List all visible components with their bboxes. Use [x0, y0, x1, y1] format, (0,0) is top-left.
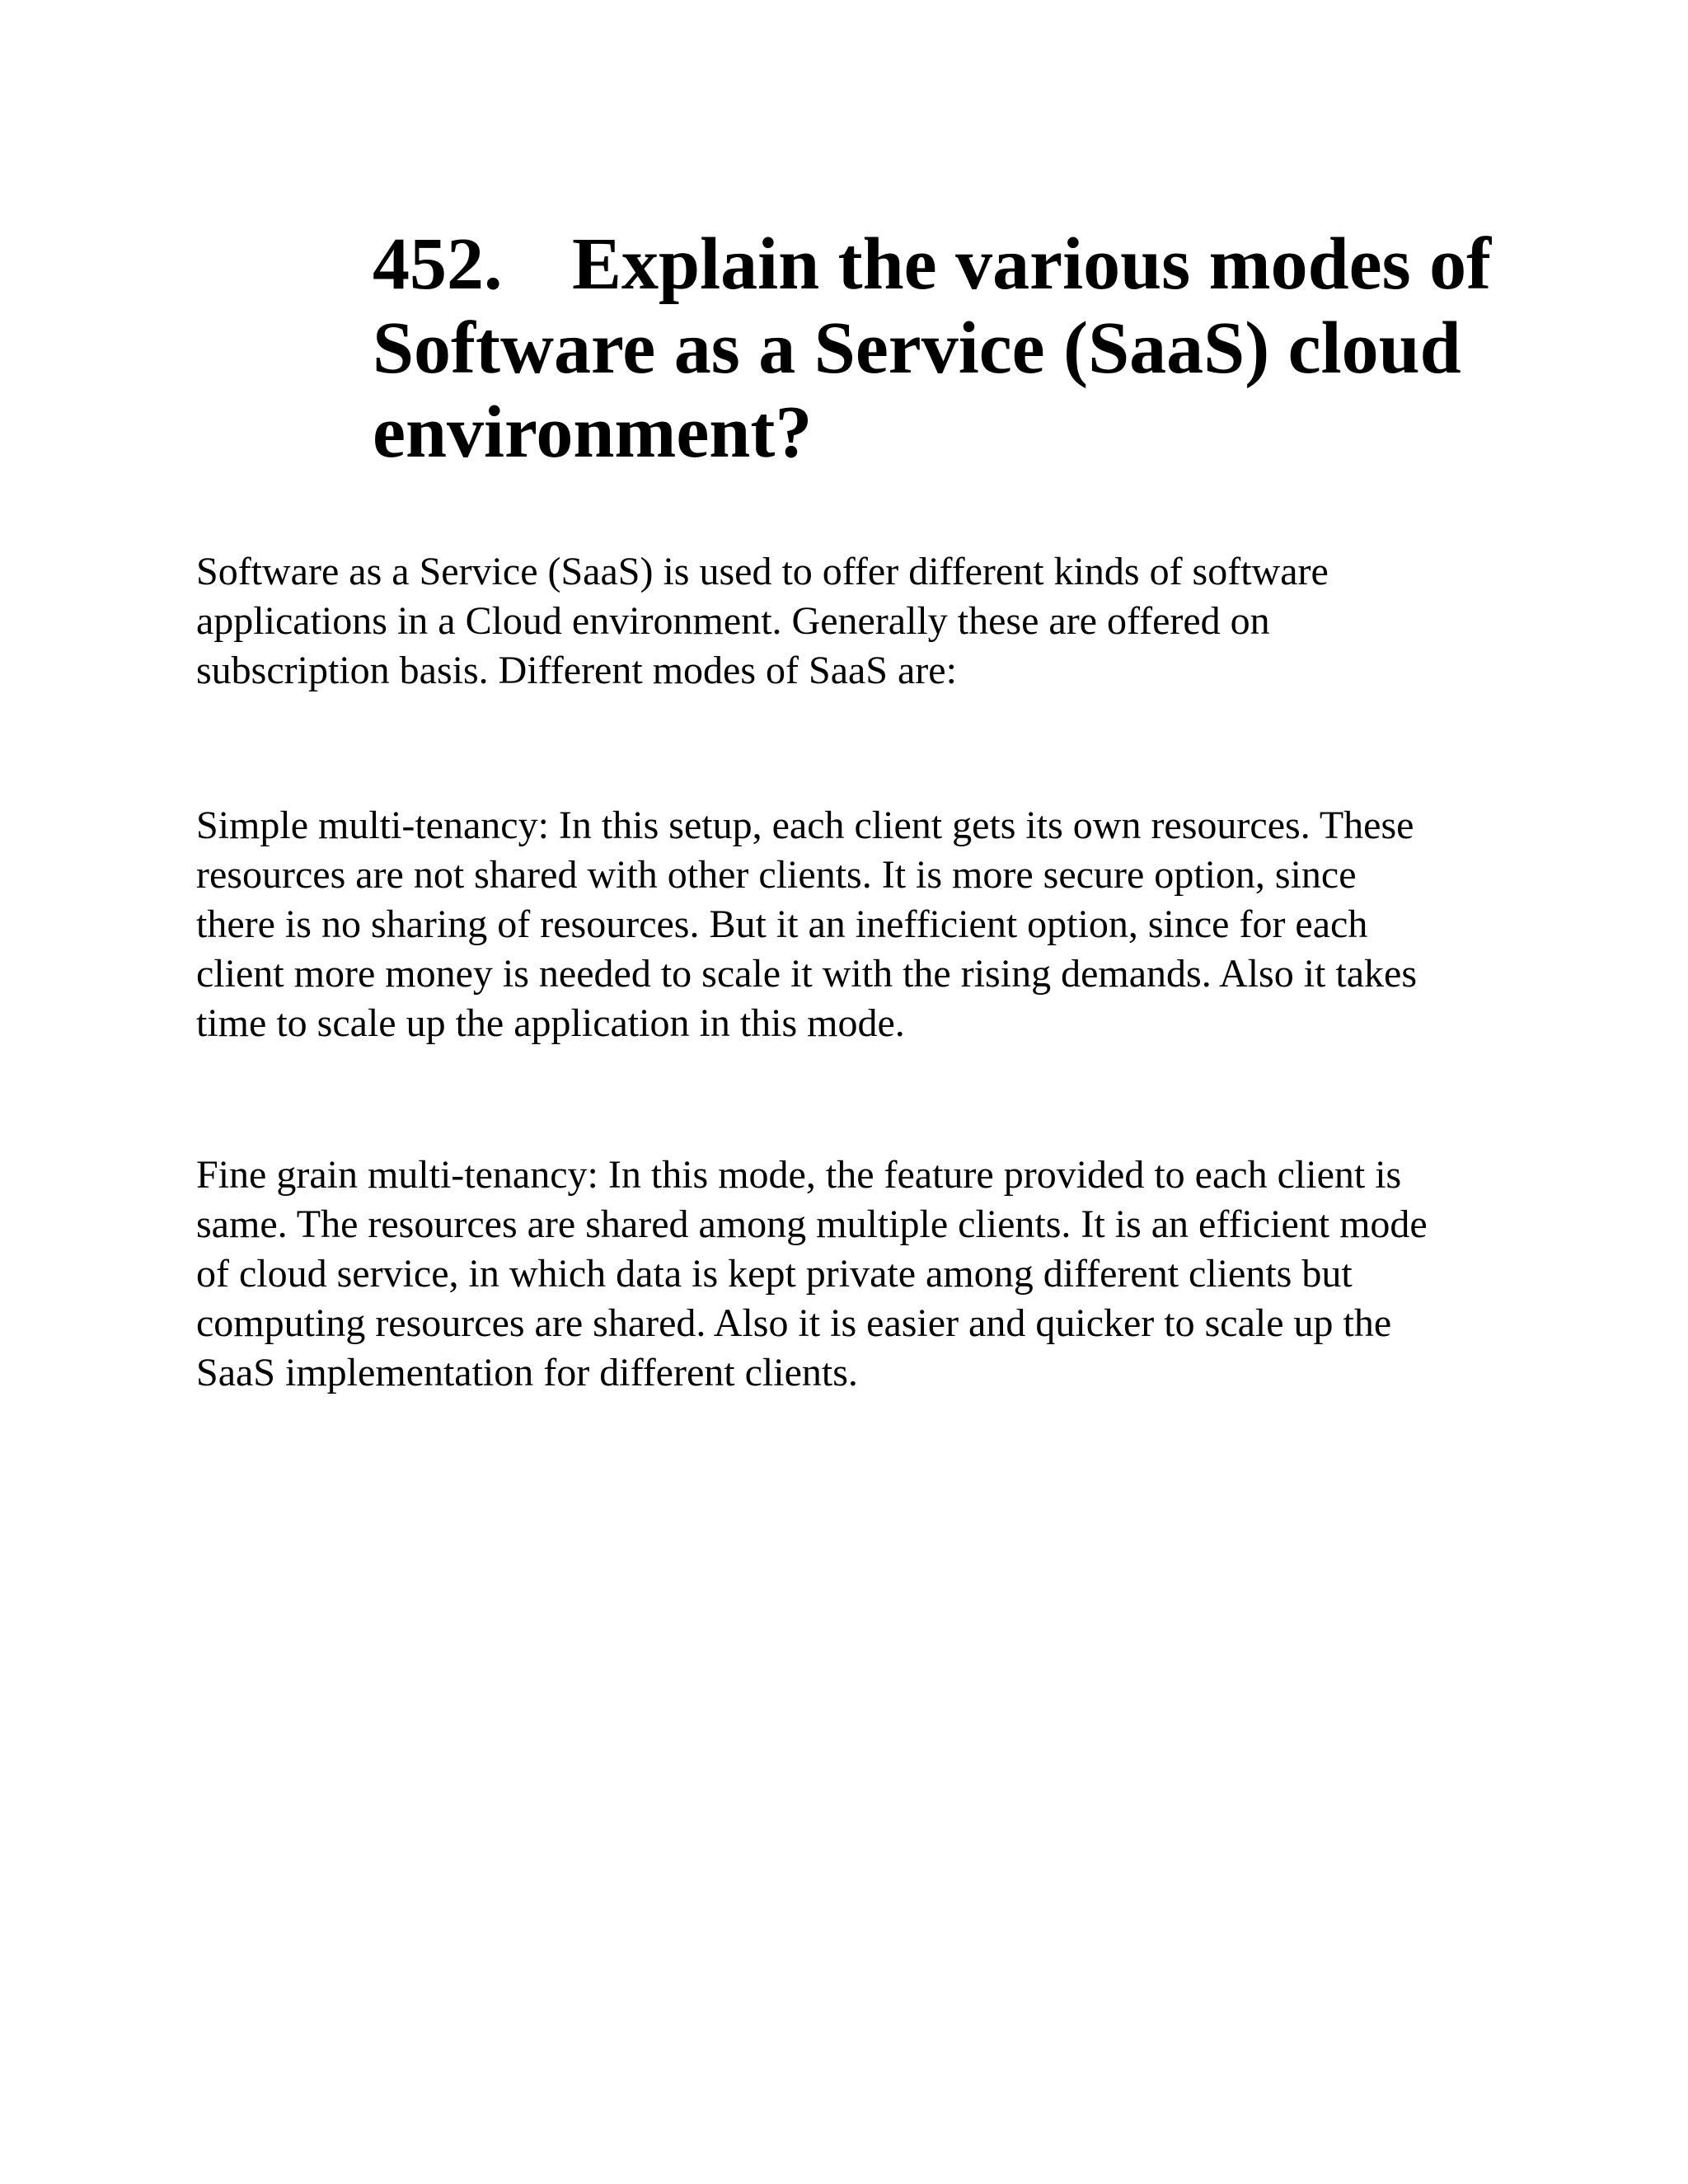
paragraph-line: Software as a Service (SaaS) is used to offer different kinds of software	[196, 550, 1329, 593]
fine-grain-multi-tenancy-paragraph	[196, 1151, 1482, 1398]
paragraph-line: Simple multi-tenancy: In this setup, each client gets its own resources. These	[196, 804, 1414, 847]
paragraph-line: time to scale up the application in this mode.	[196, 1001, 905, 1045]
paragraph-line: Fine grain multi-tenancy: In this mode, the feature provided to each client is	[196, 1153, 1402, 1197]
heading-line-1: Explain the various modes of	[572, 223, 1492, 305]
paragraph-line: subscription basis. Different modes of SaaS are:	[196, 649, 957, 692]
intro-paragraph	[196, 547, 1482, 696]
paragraph-line: resources are not shared with other clients. It is more secure option, since	[196, 853, 1357, 897]
paragraph-line: computing resources are shared. Also it is easier and quicker to scale up the	[196, 1301, 1392, 1345]
question-number: 452.	[373, 223, 503, 305]
paragraph-line: same. The resources are shared among multiple clients. It is an efficient mode	[196, 1202, 1428, 1246]
paragraph-line: of cloud service, in which data is kept private among different clients but	[196, 1252, 1353, 1296]
heading-line-2: Software as a Service (SaaS) cloud	[373, 307, 1461, 389]
simple-multi-tenancy-paragraph	[196, 801, 1482, 1048]
paragraph-line: applications in a Cloud environment. Generally these are offered on	[196, 599, 1270, 643]
question-heading	[373, 223, 1526, 475]
paragraph-line: client more money is needed to scale it with the rising demands. Also it takes	[196, 952, 1418, 996]
heading-line-3: environment?	[373, 391, 813, 473]
paragraph-line: there is no sharing of resources. But it an inefficient option, since for each	[196, 902, 1368, 946]
paragraph-line: SaaS implementation for different clients.	[196, 1351, 858, 1394]
